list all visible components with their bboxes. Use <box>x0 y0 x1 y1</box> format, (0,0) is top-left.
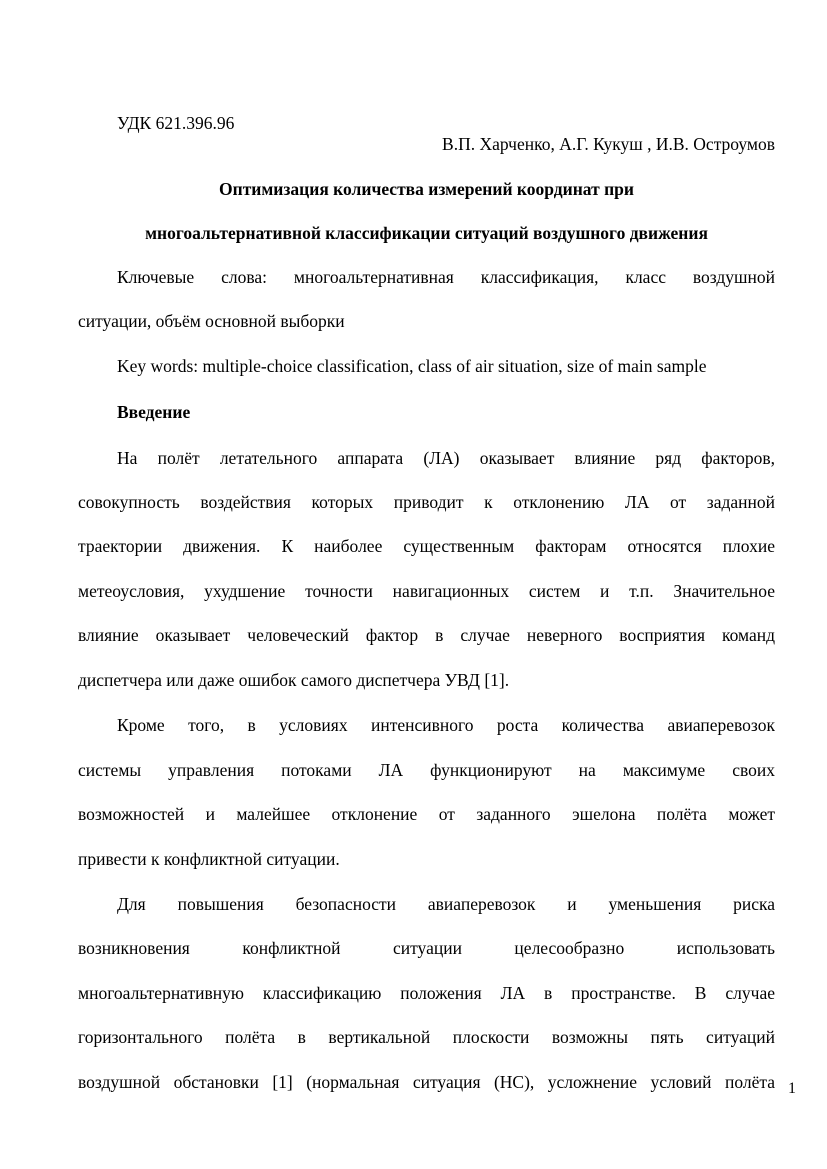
paragraph-2-line: привести к конфликтной ситуации. <box>78 849 340 869</box>
paragraph-2-line: возможностей и малейшее отклонение от заданного эшелона полёта может <box>78 804 775 824</box>
paragraph-1-line: метеоусловия, ухудшение точности навигационных систем и т.п. Значительное <box>78 581 775 601</box>
page-number: 1 <box>788 1080 796 1097</box>
section-heading: Введение <box>117 402 191 422</box>
title-line-2: многоальтернативной классификации ситуаций воздушного движения <box>145 223 708 243</box>
paragraph-1-line: траектории движения. К наиболее существенным факторам относятся плохие <box>78 536 775 556</box>
paragraph-3-line: горизонтального полёта в вертикальной плоскости возможны пять ситуаций <box>78 1027 775 1047</box>
paragraph-3-line: воздушной обстановки [1] (нормальная ситуация (НС), усложнение условий полёта <box>78 1072 775 1092</box>
keywords-en: Key words: multiple-choice classification, class of air situation, size of main sample <box>117 356 707 376</box>
paragraph-1-line: диспетчера или даже ошибок самого диспетчера УВД [1]. <box>78 670 510 690</box>
title-line-1: Оптимизация количества измерений координат при <box>219 179 634 199</box>
paragraph-1-line: влияние оказывает человеческий фактор в случае неверного восприятия команд <box>78 625 775 645</box>
authors: В.П. Харченко, А.Г. Кукуш , И.В. Остроумов <box>442 134 775 154</box>
paragraph-2-line: системы управления потоками ЛА функционируют на максимуме своих <box>78 760 775 780</box>
keywords-ru-line-1: Ключевые слова: многоальтернативная классификация, класс воздушной <box>117 267 775 287</box>
paragraph-2-line: Кроме того, в условиях интенсивного роста количества авиаперевозок <box>117 715 775 735</box>
paragraph-3-line: Для повышения безопасности авиаперевозок и уменьшения риска <box>117 894 775 914</box>
udc-code: УДК 621.396.96 <box>117 113 235 133</box>
keywords-ru-line-2: ситуации, объём основной выборки <box>78 311 345 331</box>
paragraph-3-line: многоальтернативную классификацию положения ЛА в пространстве. В случае <box>78 983 775 1003</box>
paragraph-3-line: возникновения конфликтной ситуации целесообразно использовать <box>78 938 775 958</box>
paragraph-1-line: совокупность воздействия которых приводит к отклонению ЛА от заданной <box>78 492 775 512</box>
paragraph-1-line: На полёт летательного аппарата (ЛА) оказывает влияние ряд факторов, <box>117 448 775 468</box>
